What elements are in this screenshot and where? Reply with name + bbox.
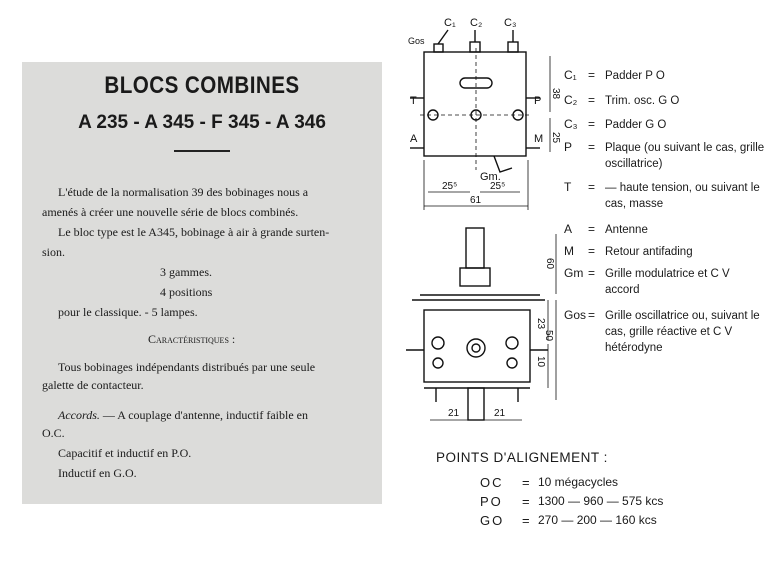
label-c1: C₁ xyxy=(444,17,456,29)
legend-desc: Trim. osc. G O xyxy=(605,95,680,107)
alignment-title: POINTS D'ALIGNEMENT : xyxy=(436,450,608,465)
label-p: P xyxy=(534,95,542,107)
label-c3: C₃ xyxy=(504,17,517,29)
label-m: M xyxy=(534,133,544,145)
legend-desc: Padder G O xyxy=(605,119,667,131)
para1-line2: amenés à créer une nouvelle série de blocs combinés. xyxy=(42,205,299,219)
legend-sym: Gos xyxy=(564,308,587,322)
legend-desc: Plaque (ou suivant le cas, grille oscillatrice) xyxy=(605,142,765,170)
legend-sym: M xyxy=(564,244,574,258)
legend-desc: Antenne xyxy=(605,224,648,236)
model-numbers: A 235 - A 345 - F 345 - A 346 xyxy=(78,112,326,133)
alignment-value: 1300 — 960 — 575 kcs xyxy=(538,494,664,508)
para2-line1: Le bloc type est le A345, bobinage à air à grande surten- xyxy=(58,225,330,239)
accords-line2: O.C. xyxy=(42,426,65,440)
alignment-value: 10 mégacycles xyxy=(538,475,619,489)
legend-sym: T xyxy=(564,180,572,194)
shaft xyxy=(466,228,484,268)
classique-text: pour le classique. - 5 lampes. xyxy=(58,305,198,319)
para1-line1: L'étude de la normalisation 39 des bobinages nous a xyxy=(58,185,309,199)
legend-sym: C₁ xyxy=(564,68,577,82)
legend-desc: Grille oscillatrice ou, suivant le cas, grille réactive et C V hétérodyne xyxy=(605,310,760,354)
legend-sym: Gm xyxy=(564,266,584,280)
label-a: A xyxy=(410,133,418,145)
caracteristiques-heading: Caractéristiques : xyxy=(148,332,236,346)
alignment-band: GO xyxy=(480,513,505,528)
terminal-c3 xyxy=(508,42,518,52)
alignment-value: 270 — 200 — 160 kcs xyxy=(538,513,657,527)
dim-10: 10 xyxy=(535,356,546,368)
dim-21-b: 21 xyxy=(494,408,506,419)
dim-23: 23 xyxy=(535,318,546,330)
dim-38: 38 xyxy=(550,88,561,100)
dim-50: 50 xyxy=(543,330,554,342)
dim-60: 60 xyxy=(544,258,555,270)
legend-desc: Retour antifading xyxy=(605,246,693,258)
dim-25-5-a: 25⁵ xyxy=(442,181,458,192)
dim-21-a: 21 xyxy=(448,408,460,419)
terminal-gos xyxy=(434,44,443,52)
dim-61: 61 xyxy=(470,195,482,206)
terminal-c2 xyxy=(470,42,480,52)
label-gm: Gm. xyxy=(480,171,501,183)
inductif-text: Inductif en G.O. xyxy=(58,466,137,480)
alignment-band: OC xyxy=(480,475,504,490)
capacitif-text: Capacitif et inductif en P.O. xyxy=(58,446,192,460)
para2-line2: sion. xyxy=(42,245,66,259)
accords-rest: — A couplage d'antenne, inductif faible en xyxy=(99,408,308,422)
lower-shaft xyxy=(468,388,484,420)
label-t: T xyxy=(410,95,417,107)
legend-sym: C₂ xyxy=(564,93,578,107)
legend-desc: Grille modulatrice et C V accord xyxy=(605,268,730,296)
legend-sym: P xyxy=(564,140,573,154)
page-title: BLOCS COMBINES xyxy=(104,72,300,99)
label-c2: C₂ xyxy=(470,17,483,29)
dim-25: 25 xyxy=(550,132,561,144)
legend-sym: A xyxy=(564,222,573,236)
legend-sym: C₃ xyxy=(564,117,578,131)
gammes-text: 3 gammes. xyxy=(160,265,212,279)
legend-desc: Padder P O xyxy=(605,70,665,82)
positions-text: 4 positions xyxy=(160,285,213,299)
tous-line1: Tous bobinages indépendants distribués par une seule xyxy=(58,360,316,374)
dim-25-5-b: 25⁵ xyxy=(490,181,506,192)
accords-label: Accords. xyxy=(58,408,100,422)
side-view-body xyxy=(424,310,530,382)
tous-line2: galette de contacteur. xyxy=(42,378,144,392)
label-gos: Gos xyxy=(408,36,425,46)
alignment-band: PO xyxy=(480,494,503,509)
top-view-body xyxy=(424,52,526,156)
legend-desc: — haute tension, ou suivant le cas, masse xyxy=(605,182,760,210)
shaft-bushing xyxy=(460,268,490,286)
